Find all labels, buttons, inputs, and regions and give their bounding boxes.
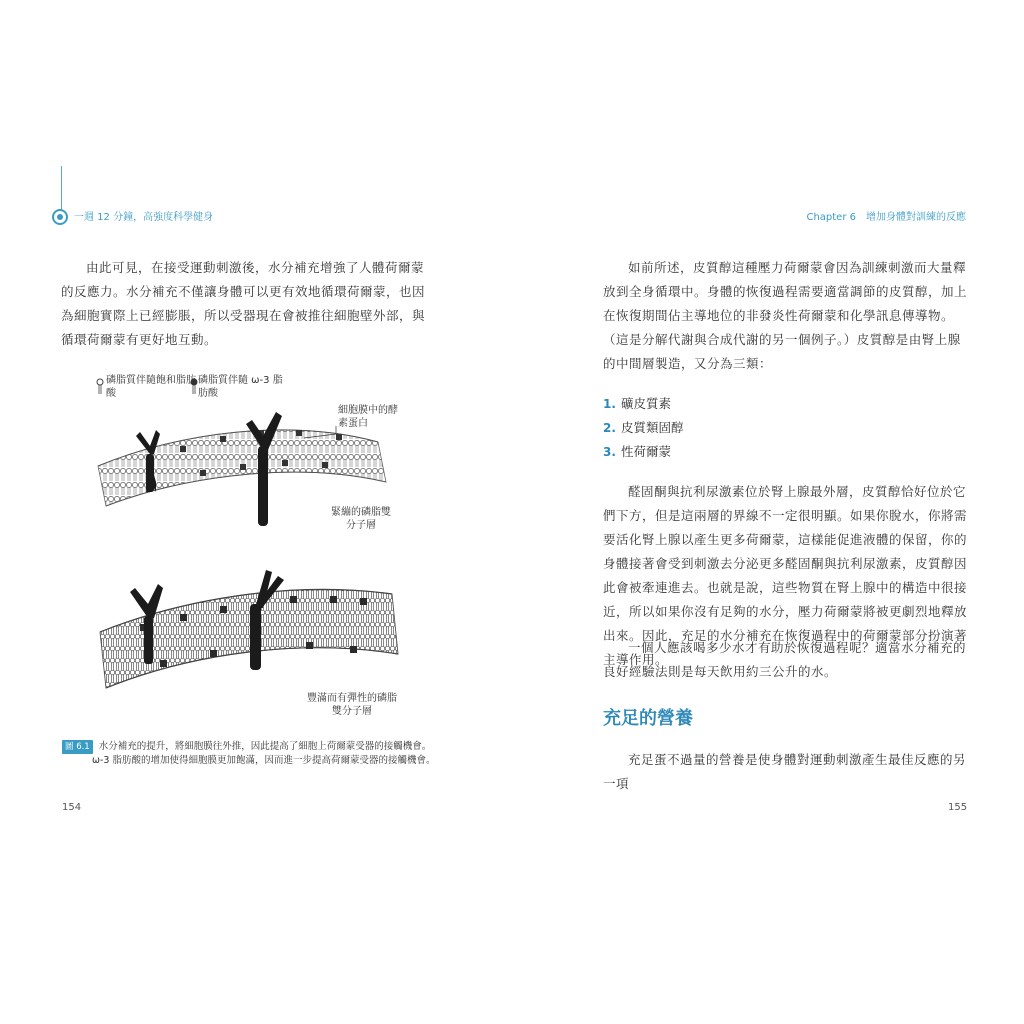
membrane-figure [60, 370, 450, 730]
list-item: 3. 性荷爾蒙 [603, 444, 672, 459]
left-paragraph [61, 256, 431, 352]
figure-tag: 圖 6.1 [62, 740, 93, 754]
legend-saturated-label: 磷脂質伴隨飽和脂肪酸 [106, 375, 196, 399]
enzyme-protein-label: 細胞膜中的酵素蛋白 [338, 405, 398, 429]
list-item: 2. 皮質類固醇 [603, 420, 684, 435]
figure-caption [62, 740, 462, 768]
page-number-left: 154 [62, 802, 82, 813]
bullseye-icon [52, 209, 68, 225]
flexible-membrane [100, 570, 398, 688]
caption-line-2: ω-3 脂肪酸的增加使得細胞膜更加飽滿，因而進一步提高荷爾蒙受器的接觸機會。 [92, 755, 436, 766]
chapter-title: 增加身體對訓練的反應 [866, 212, 966, 223]
flexible-bilayer-label: 豐滿而有彈性的磷脂雙分子層 [307, 693, 397, 717]
running-header-right [806, 208, 966, 223]
right-paragraph-4: 充足蛋不過量的營養是使身體對運動刺激產生最佳反應的另一項 [603, 752, 967, 791]
list-item: 1. 礦皮質素 [603, 396, 672, 411]
legend-saturated-icon [97, 379, 103, 394]
caption-line-1: 圖 6.1 水分補充的提升，將細胞膜往外推，因此提高了細胞上荷爾蒙受器的接觸機會。 [62, 740, 462, 754]
right-paragraph-2: 醛固酮與抗利尿激素位於腎上腺最外層，皮質醇恰好位於它們下方，但是這兩層的界線不一定很明顯。如果你脫水，你將需要活化腎上腺以產生更多荷爾蒙，這樣能促進液體的保留，你的身體接著會受到刺激去分泌更多醛固酮與抗利尿激素，皮質醇因此會被牽連進去。也就是說，這些物質在腎上腺中的構造中很接近，所以如果你沒有足夠的水分，壓力荷爾蒙將被更劇烈地釋放出來。因此，充足的水分補充在恢復過程中的荷爾蒙部分扮演著主導作用。 [603, 484, 968, 667]
left-paragraph-text: 由此可見，在接受運動刺激後，水分補充增強了人體荷爾蒙的反應力。水分補充不僅讓身體可以更有效地循環荷爾蒙，也因為細胞實際上已經膨脹，所以受器現在會被推往細胞壁外部，與循環荷爾蒙有更好地互動。 [61, 260, 426, 347]
tight-bilayer-label: 緊繃的磷脂雙分子層 [331, 507, 391, 531]
page-number-right: 155 [948, 802, 968, 813]
right-paragraph-1: 如前所述，皮質醇這種壓力荷爾蒙會因為訓練刺激而大量釋放到全身循環中。身體的恢復過程需要適當調節的皮質醇，加上在恢復期間佔主導地位的非發炎性荷爾蒙和化學訊息傳導物。（這是分解代謝與合成代謝的另一個例子。）皮質醇是由腎上腺的中間層製造，又分為三類： [603, 260, 968, 371]
header-rule [61, 166, 62, 210]
cortisol-list [603, 392, 684, 464]
running-header-left: 一週 12 分鐘，高強度科學健身 [74, 212, 214, 223]
legend-omega3-label: 磷脂質伴隨 ω-3 脂肪酸 [198, 375, 283, 399]
right-paragraph-3: 一個人應該喝多少水才有助於恢復過程呢？適當水分補充的良好經驗法則是每天飲用約三公升的水。 [603, 640, 967, 679]
section-heading: 充足的營養 [603, 708, 693, 729]
chapter-number: Chapter 6 [806, 212, 856, 223]
